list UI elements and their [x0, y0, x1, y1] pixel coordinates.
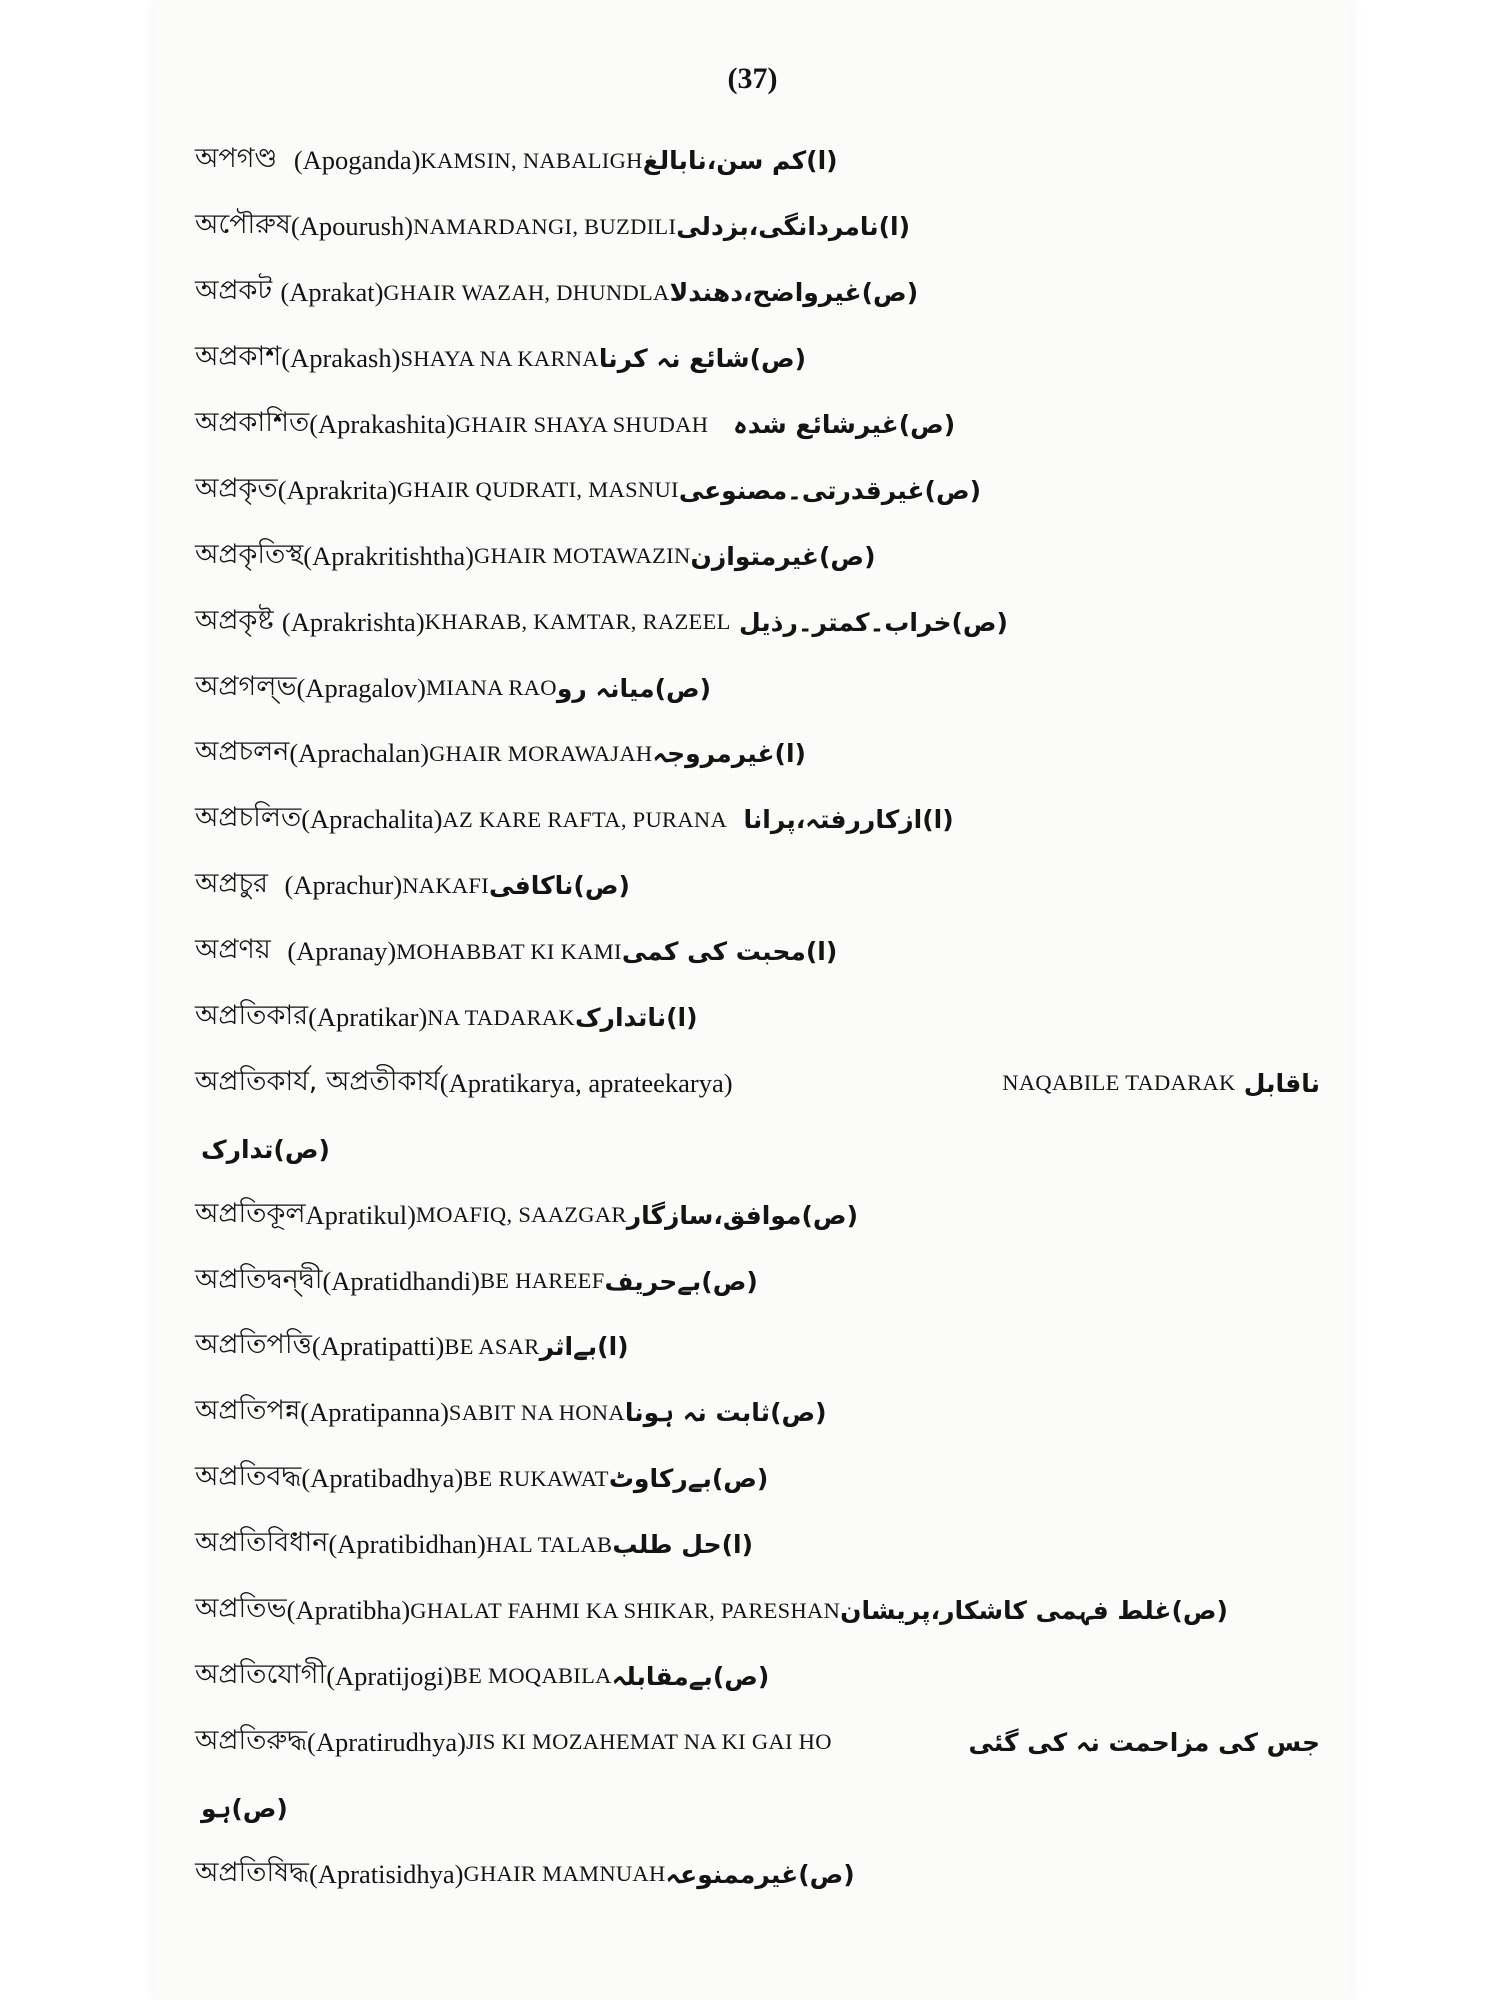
entry-row-wrapped: [195, 1050, 1320, 1116]
meaning: KAMSIN, NABALIGH: [420, 147, 643, 173]
entry-meaning-group: [1002, 1068, 1320, 1098]
bengali-word: অপ্রকৃত: [195, 472, 278, 504]
urdu-meaning-continued: (ص)ہو: [201, 1793, 288, 1823]
meaning: NA TADARAK: [427, 1004, 575, 1030]
urdu-meaning: (ا)ازکاررفتہ،پرانا: [743, 805, 954, 835]
transliteration: (Apranay): [287, 936, 397, 967]
transliteration: (Apratijogi): [326, 1660, 453, 1691]
meaning: GHAIR QUDRATI, MASNUI: [396, 477, 679, 503]
entry-row: [195, 1446, 1330, 1512]
urdu-meaning: (ص)غیرقدرتی۔مصنوعی: [678, 475, 982, 505]
entry-row: [195, 523, 1330, 589]
transliteration: (Apratikarya, aprateekarya): [439, 1067, 733, 1098]
entry-row-wrapped: [195, 1709, 1320, 1775]
bengali-word: অপ্রচুর: [195, 868, 268, 900]
transliteration: (Apratirudhya): [307, 1726, 466, 1757]
entry-row: [195, 1314, 1330, 1380]
bengali-word: অপ্রকট: [195, 275, 273, 307]
urdu-meaning: (ص)ثابت نہ ہونا: [624, 1398, 827, 1428]
transliteration: (Aprakritishtha): [303, 540, 475, 571]
bengali-word: অপ্রতিভ: [195, 1593, 287, 1625]
entry-row: [195, 853, 1330, 919]
bengali-word: অপৌরুষ: [195, 209, 291, 241]
entry-main: [195, 1061, 733, 1106]
entry-row: [195, 260, 1330, 326]
entry-row: [195, 128, 1330, 194]
bengali-word: অপ্রতিদ্বন্দ্বী: [195, 1263, 323, 1295]
urdu-meaning: (ص)خراب۔کمتر۔رذیل: [738, 607, 1008, 637]
bengali-word: অপ্রতিকার: [195, 1000, 309, 1032]
meaning: JIS KI MOZAHEMAT NA KI GAI HO: [465, 1729, 832, 1755]
meaning: NAKAFI: [402, 872, 490, 898]
urdu-meaning: (ا)بےاثر: [539, 1332, 629, 1362]
transliteration: (Apourush): [290, 211, 414, 242]
urdu-meaning: جس کی مزاحمت نہ کی گئی: [968, 1727, 1320, 1757]
transliteration: (Aprakash): [281, 343, 401, 374]
urdu-meaning: (ص)موافق،سازگار: [626, 1200, 858, 1230]
transliteration: Apratikul): [305, 1199, 416, 1230]
transliteration: (Aprachur): [284, 870, 403, 901]
meaning: MOAFIQ, SAAZGAR: [415, 1202, 627, 1228]
urdu-meaning: (ص)غلط فہمی کاشکار،پریشان: [840, 1596, 1228, 1626]
entry-continuation: [195, 1116, 1330, 1182]
urdu-meaning: (ص)غیرمتوازن: [690, 541, 876, 571]
meaning: SABIT NA HONA: [448, 1399, 625, 1425]
transliteration: (Apoganda): [293, 145, 421, 176]
bengali-word: অপ্রতিরুদ্ধ: [195, 1724, 308, 1756]
entry-row: [195, 985, 1330, 1051]
meaning: NAMARDANGI, BUZDILI: [413, 213, 677, 239]
urdu-meaning: (ا)کم سن،نابالغ: [642, 146, 838, 176]
bengali-word: অপ্রতিবদ্ধ: [195, 1461, 302, 1493]
transliteration: (Aprakat): [280, 277, 384, 308]
page-number: (37): [727, 62, 778, 95]
bengali-word: অপ্রচলিত: [195, 802, 302, 834]
meaning: SHAYA NA KARNA: [400, 345, 599, 371]
meaning: GHAIR SHAYA SHUDAH: [454, 411, 709, 437]
bengali-word: অপ্রকাশ: [195, 341, 282, 373]
meaning: AZ KARE RAFTA, PURANA: [442, 806, 727, 832]
transliteration: (Aprachalan): [289, 738, 430, 769]
urdu-meaning: (ا)حل طلب: [612, 1530, 754, 1560]
urdu-meaning: (ا)محبت کی کمی: [621, 937, 838, 967]
bengali-word: অপ্রণয়: [195, 934, 271, 966]
urdu-meaning: (ا)ناتدارک: [574, 1003, 698, 1033]
urdu-meaning: (ا)غیرمروجہ: [652, 739, 806, 769]
entry-row: [195, 721, 1330, 787]
transliteration: (Apratidhandi): [322, 1265, 480, 1296]
meaning: GHAIR MAMNUAH: [463, 1861, 666, 1887]
bengali-word: অপ্রতিপন্ন: [195, 1395, 301, 1427]
transliteration: (Apratibidhan): [328, 1529, 486, 1560]
bengali-word: অপ্রতিকার্য, অপ্রতীকার্য: [195, 1065, 440, 1097]
meaning: BE MOQABILA: [452, 1663, 612, 1689]
entry-row: [195, 1578, 1330, 1644]
urdu-meaning: (ص)غیرممنوعہ: [665, 1859, 855, 1889]
entry-row: [195, 787, 1330, 853]
meaning: GHAIR MORAWAJAH: [429, 740, 653, 766]
bengali-word: অপ্রকৃষ্ট: [195, 604, 274, 636]
urdu-meaning: (ص)بےمقابلہ: [611, 1661, 770, 1691]
bengali-word: অপ্রকাশিত: [195, 407, 310, 438]
transliteration: (Apratikar): [308, 1002, 428, 1033]
entry-row: [195, 326, 1330, 392]
meaning: GHAIR MOTAWAZIN: [474, 543, 691, 569]
entry-row: [195, 1512, 1330, 1578]
meaning: MIANA RAO: [425, 675, 557, 701]
transliteration: (Apratisidhya): [308, 1858, 464, 1889]
meaning: GHAIR WAZAH, DHUNDLA: [383, 279, 670, 305]
entry-row: [195, 919, 1330, 985]
bengali-word: অপ্রতিপত্তি: [195, 1329, 312, 1361]
urdu-meaning: (ص)بےحریف: [604, 1266, 758, 1296]
meaning: GHALAT FAHMI KA SHIKAR, PARESHAN: [410, 1597, 841, 1623]
entry-row: [195, 655, 1330, 721]
meaning: MOHABBAT KI KAMI: [396, 938, 622, 964]
entry-main: [195, 1720, 832, 1765]
meaning: BE ASAR: [444, 1333, 540, 1359]
urdu-meaning: (ص)ناکافی: [489, 871, 630, 901]
bengali-word: অপ্রতিষিদ্ধ: [195, 1856, 309, 1888]
urdu-meaning: (ا)نامردانگی،بزدلی: [676, 212, 911, 242]
urdu-meaning: (ص)بےرکاوٹ: [608, 1464, 769, 1494]
entry-list: [195, 128, 1330, 1907]
bengali-word: অপ্রতিকূল: [195, 1197, 306, 1229]
transliteration: (Apratibadhya): [301, 1463, 464, 1494]
entry-row: [195, 1248, 1330, 1314]
meaning: NAQABILE TADARAK: [1002, 1070, 1236, 1096]
transliteration: (Aprakrishta): [281, 606, 425, 637]
urdu-meaning: (ص)میانہ رو: [556, 673, 712, 703]
entry-row: [195, 1380, 1330, 1446]
transliteration: (Apratipatti): [311, 1331, 445, 1362]
transliteration: (Aprakrita): [277, 474, 397, 505]
entry-row: [195, 392, 1330, 458]
urdu-meaning: (ص)غیرواضح،دھندلا: [669, 278, 919, 308]
transliteration: (Aprakashita): [309, 409, 455, 439]
bengali-word: অপ্রগল্ভ: [195, 670, 297, 702]
meaning: BE RUKAWAT: [463, 1465, 609, 1491]
bengali-word: অপ্রচলন: [195, 736, 290, 768]
transliteration: (Apratibha): [286, 1595, 411, 1626]
transliteration: (Aprachalita): [301, 804, 443, 835]
entry-row: [195, 1182, 1330, 1248]
bengali-word: অপ্রতিযোগী: [195, 1658, 327, 1690]
bengali-word: অপ্রকৃতিস্থ: [195, 538, 304, 570]
bengali-word: অপ্রতিবিধান: [195, 1527, 329, 1559]
urdu-meaning-continued: (ص)تدارک: [201, 1134, 330, 1164]
entry-continuation: [195, 1775, 1330, 1841]
urdu-meaning: (ص)غیرشائع شدہ: [733, 410, 956, 439]
entry-row: [195, 589, 1330, 655]
entry-row: [195, 1643, 1330, 1709]
meaning: BE HAREEF: [479, 1268, 605, 1294]
urdu-meaning: ناقابل: [1243, 1068, 1320, 1098]
entry-row: [195, 1841, 1330, 1907]
transliteration: (Apratipanna): [300, 1397, 449, 1428]
entry-row: [195, 457, 1330, 523]
urdu-meaning: (ص)شائع نہ کرنا: [598, 344, 807, 374]
bengali-word: অপগণ্ড: [195, 143, 278, 175]
meaning: KHARAB, KAMTAR, RAZEEL: [424, 609, 731, 635]
entry-row: [195, 194, 1330, 260]
meaning: HAL TALAB: [485, 1531, 613, 1557]
transliteration: (Apragalov): [296, 672, 426, 703]
